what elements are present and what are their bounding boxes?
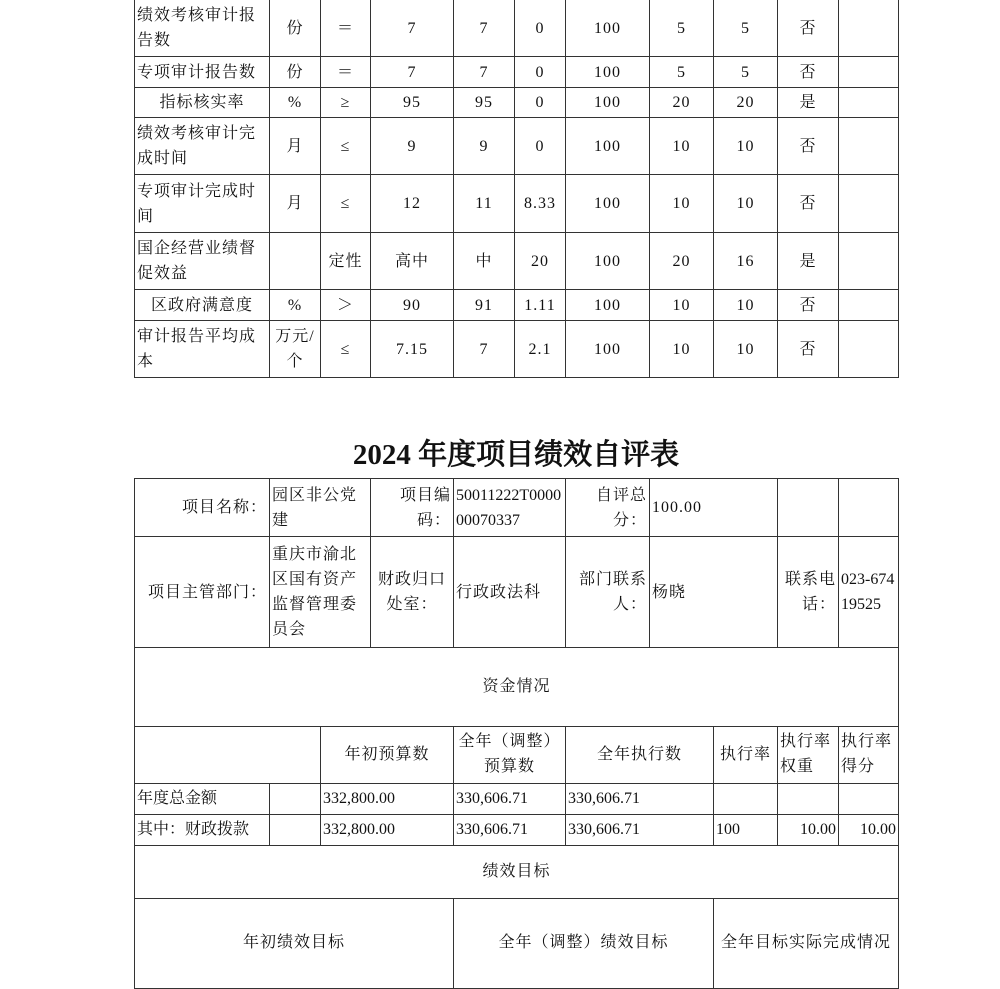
empty-cell bbox=[778, 479, 839, 537]
cell-weight: 10 bbox=[650, 175, 714, 233]
cell-executed: 330,606.71 bbox=[566, 814, 714, 845]
cell-name: 指标核实率 bbox=[135, 88, 270, 118]
cell-weight: 10 bbox=[650, 321, 714, 378]
cell-unit: 份 bbox=[270, 57, 321, 88]
header-adjusted: 全年（调整）预算数 bbox=[454, 726, 566, 783]
goals-section bbox=[134, 845, 899, 899]
cell-rate bbox=[714, 783, 778, 814]
header-score: 执行率得分 bbox=[839, 726, 899, 783]
cell-rate: 100 bbox=[566, 88, 650, 118]
cell-note bbox=[839, 233, 899, 290]
cell-rate: 100 bbox=[566, 118, 650, 175]
cell-note bbox=[839, 290, 899, 321]
cell-name: 国企经营业绩督促效益 bbox=[135, 233, 270, 290]
cell-actual: 7 bbox=[454, 321, 515, 378]
cell-unit bbox=[270, 233, 321, 290]
page-title: 2024 年度项目绩效自评表 bbox=[352, 439, 680, 471]
funds-table bbox=[134, 726, 899, 846]
cell-score: 20 bbox=[714, 88, 778, 118]
goal-initial: 年初绩效目标 bbox=[135, 898, 454, 988]
phone-label: 联系电话： bbox=[778, 537, 839, 648]
cell-op: ＝ bbox=[321, 0, 371, 57]
cell-rate: 100 bbox=[566, 233, 650, 290]
cell-flag: 否 bbox=[778, 290, 839, 321]
goal-actual: 全年目标实际完成情况 bbox=[714, 898, 899, 988]
cell-note bbox=[839, 321, 899, 378]
table-row bbox=[135, 0, 899, 57]
cell-rate: 100 bbox=[566, 57, 650, 88]
cell-note bbox=[839, 0, 899, 57]
goals-heading: 绩效目标 bbox=[135, 845, 899, 898]
cell-target: 90 bbox=[371, 290, 454, 321]
score-label: 自评总分： bbox=[566, 479, 650, 537]
header-executed: 全年执行数 bbox=[566, 726, 714, 783]
cell-target: 高中 bbox=[371, 233, 454, 290]
cell-score: 16 bbox=[714, 233, 778, 290]
cell-weight: 20 bbox=[650, 88, 714, 118]
cell-unit: 月 bbox=[270, 175, 321, 233]
cell-name: 区政府满意度 bbox=[135, 290, 270, 321]
cell-name: 绩效考核审计完成时间 bbox=[135, 118, 270, 175]
cell-unit: % bbox=[270, 88, 321, 118]
cell-rate: 100 bbox=[566, 0, 650, 57]
cell-deviation: 2.1 bbox=[515, 321, 566, 378]
cell-op: ＞ bbox=[321, 290, 371, 321]
cell-name: 专项审计报告数 bbox=[135, 57, 270, 88]
contact-label: 部门联系人： bbox=[566, 537, 650, 648]
table-row bbox=[135, 118, 899, 175]
cell-note bbox=[839, 57, 899, 88]
project-code: 50011222T000000070337 bbox=[454, 479, 566, 537]
cell-op: ≤ bbox=[321, 175, 371, 233]
header-weight: 执行率权重 bbox=[778, 726, 839, 783]
cell-deviation: 8.33 bbox=[515, 175, 566, 233]
cell-label: 年度总金额 bbox=[135, 783, 270, 814]
cell-rate: 100 bbox=[714, 814, 778, 845]
cell-op: ≥ bbox=[321, 88, 371, 118]
cell-weight: 5 bbox=[650, 0, 714, 57]
cell-adjusted: 330,606.71 bbox=[454, 783, 566, 814]
table-row bbox=[135, 233, 899, 290]
cell-actual: 7 bbox=[454, 0, 515, 57]
cell-rate: 100 bbox=[566, 321, 650, 378]
cell-unit: 份 bbox=[270, 0, 321, 57]
cell-flag: 否 bbox=[778, 118, 839, 175]
empty-cell bbox=[839, 479, 899, 537]
header-rate: 执行率 bbox=[714, 726, 778, 783]
cell-flag: 否 bbox=[778, 0, 839, 57]
cell-unit: 万元/个 bbox=[270, 321, 321, 378]
cell-deviation: 0 bbox=[515, 0, 566, 57]
cell-weight bbox=[778, 783, 839, 814]
cell-target: 12 bbox=[371, 175, 454, 233]
cell-weight: 5 bbox=[650, 57, 714, 88]
cell-target: 7.15 bbox=[371, 321, 454, 378]
cell-actual: 9 bbox=[454, 118, 515, 175]
cell-weight: 10 bbox=[650, 118, 714, 175]
cell-score: 10 bbox=[714, 175, 778, 233]
funds-section bbox=[134, 647, 899, 727]
finance-label: 财政归口处室： bbox=[371, 537, 454, 648]
dept: 重庆市渝北区国有资产监督管理委员会 bbox=[270, 537, 371, 648]
cell-initial: 332,800.00 bbox=[321, 783, 454, 814]
cell-score: 10.00 bbox=[839, 814, 899, 845]
cell-unit: % bbox=[270, 290, 321, 321]
cell-weight: 10.00 bbox=[778, 814, 839, 845]
dept-label: 项目主管部门： bbox=[135, 537, 270, 648]
cell-score: 10 bbox=[714, 290, 778, 321]
finance-office: 行政政法科 bbox=[454, 537, 566, 648]
table-row bbox=[135, 290, 899, 321]
cell-actual: 11 bbox=[454, 175, 515, 233]
cell-target: 7 bbox=[371, 57, 454, 88]
cell-unit: 月 bbox=[270, 118, 321, 175]
goals-table bbox=[134, 898, 899, 989]
empty-cell bbox=[135, 726, 321, 783]
cell-adjusted: 330,606.71 bbox=[454, 814, 566, 845]
cell-flag: 否 bbox=[778, 175, 839, 233]
cell-executed: 330,606.71 bbox=[566, 783, 714, 814]
cell-initial: 332,800.00 bbox=[321, 814, 454, 845]
cell-name: 审计报告平均成本 bbox=[135, 321, 270, 378]
self-score: 100.00 bbox=[650, 479, 778, 537]
cell-target: 9 bbox=[371, 118, 454, 175]
cell-actual: 中 bbox=[454, 233, 515, 290]
cell-score: 5 bbox=[714, 57, 778, 88]
cell-target: 7 bbox=[371, 0, 454, 57]
cell-deviation: 1.11 bbox=[515, 290, 566, 321]
cell-actual: 91 bbox=[454, 290, 515, 321]
cell-note bbox=[839, 175, 899, 233]
cell-op: ≤ bbox=[321, 118, 371, 175]
cell-score: 10 bbox=[714, 118, 778, 175]
funds-heading: 资金情况 bbox=[135, 647, 899, 726]
cell-name: 专项审计完成时间 bbox=[135, 175, 270, 233]
table-row bbox=[135, 88, 899, 118]
empty-cell bbox=[270, 814, 321, 845]
project-info-table bbox=[134, 478, 899, 648]
cell-op: 定性 bbox=[321, 233, 371, 290]
indicator-table bbox=[134, 0, 899, 378]
empty-cell bbox=[270, 783, 321, 814]
cell-rate: 100 bbox=[566, 290, 650, 321]
header-initial: 年初预算数 bbox=[321, 726, 454, 783]
project-name-label: 项目名称： bbox=[135, 479, 270, 537]
cell-name: 绩效考核审计报告数 bbox=[135, 0, 270, 57]
cell-score bbox=[839, 783, 899, 814]
cell-score: 5 bbox=[714, 0, 778, 57]
cell-flag: 否 bbox=[778, 57, 839, 88]
project-code-label: 项目编码： bbox=[371, 479, 454, 537]
table-row bbox=[135, 57, 899, 88]
cell-deviation: 0 bbox=[515, 118, 566, 175]
cell-rate: 100 bbox=[566, 175, 650, 233]
cell-deviation: 0 bbox=[515, 88, 566, 118]
cell-actual: 7 bbox=[454, 57, 515, 88]
table-row bbox=[135, 321, 899, 378]
cell-deviation: 0 bbox=[515, 57, 566, 88]
cell-flag: 否 bbox=[778, 321, 839, 378]
table-row bbox=[135, 175, 899, 233]
cell-label: 其中：财政拨款 bbox=[135, 814, 270, 845]
goal-adjusted: 全年（调整）绩效目标 bbox=[454, 898, 714, 988]
contact: 杨晓 bbox=[650, 537, 778, 648]
cell-actual: 95 bbox=[454, 88, 515, 118]
funds-row bbox=[135, 783, 899, 814]
cell-score: 10 bbox=[714, 321, 778, 378]
cell-target: 95 bbox=[371, 88, 454, 118]
cell-note bbox=[839, 118, 899, 175]
cell-flag: 是 bbox=[778, 88, 839, 118]
cell-op: ＝ bbox=[321, 57, 371, 88]
cell-flag: 是 bbox=[778, 233, 839, 290]
cell-deviation: 20 bbox=[515, 233, 566, 290]
cell-note bbox=[839, 88, 899, 118]
cell-op: ≤ bbox=[321, 321, 371, 378]
project-name: 园区非公党建 bbox=[270, 479, 371, 537]
cell-weight: 20 bbox=[650, 233, 714, 290]
phone: 023-67419525 bbox=[839, 537, 899, 648]
funds-row bbox=[135, 814, 899, 845]
cell-weight: 10 bbox=[650, 290, 714, 321]
